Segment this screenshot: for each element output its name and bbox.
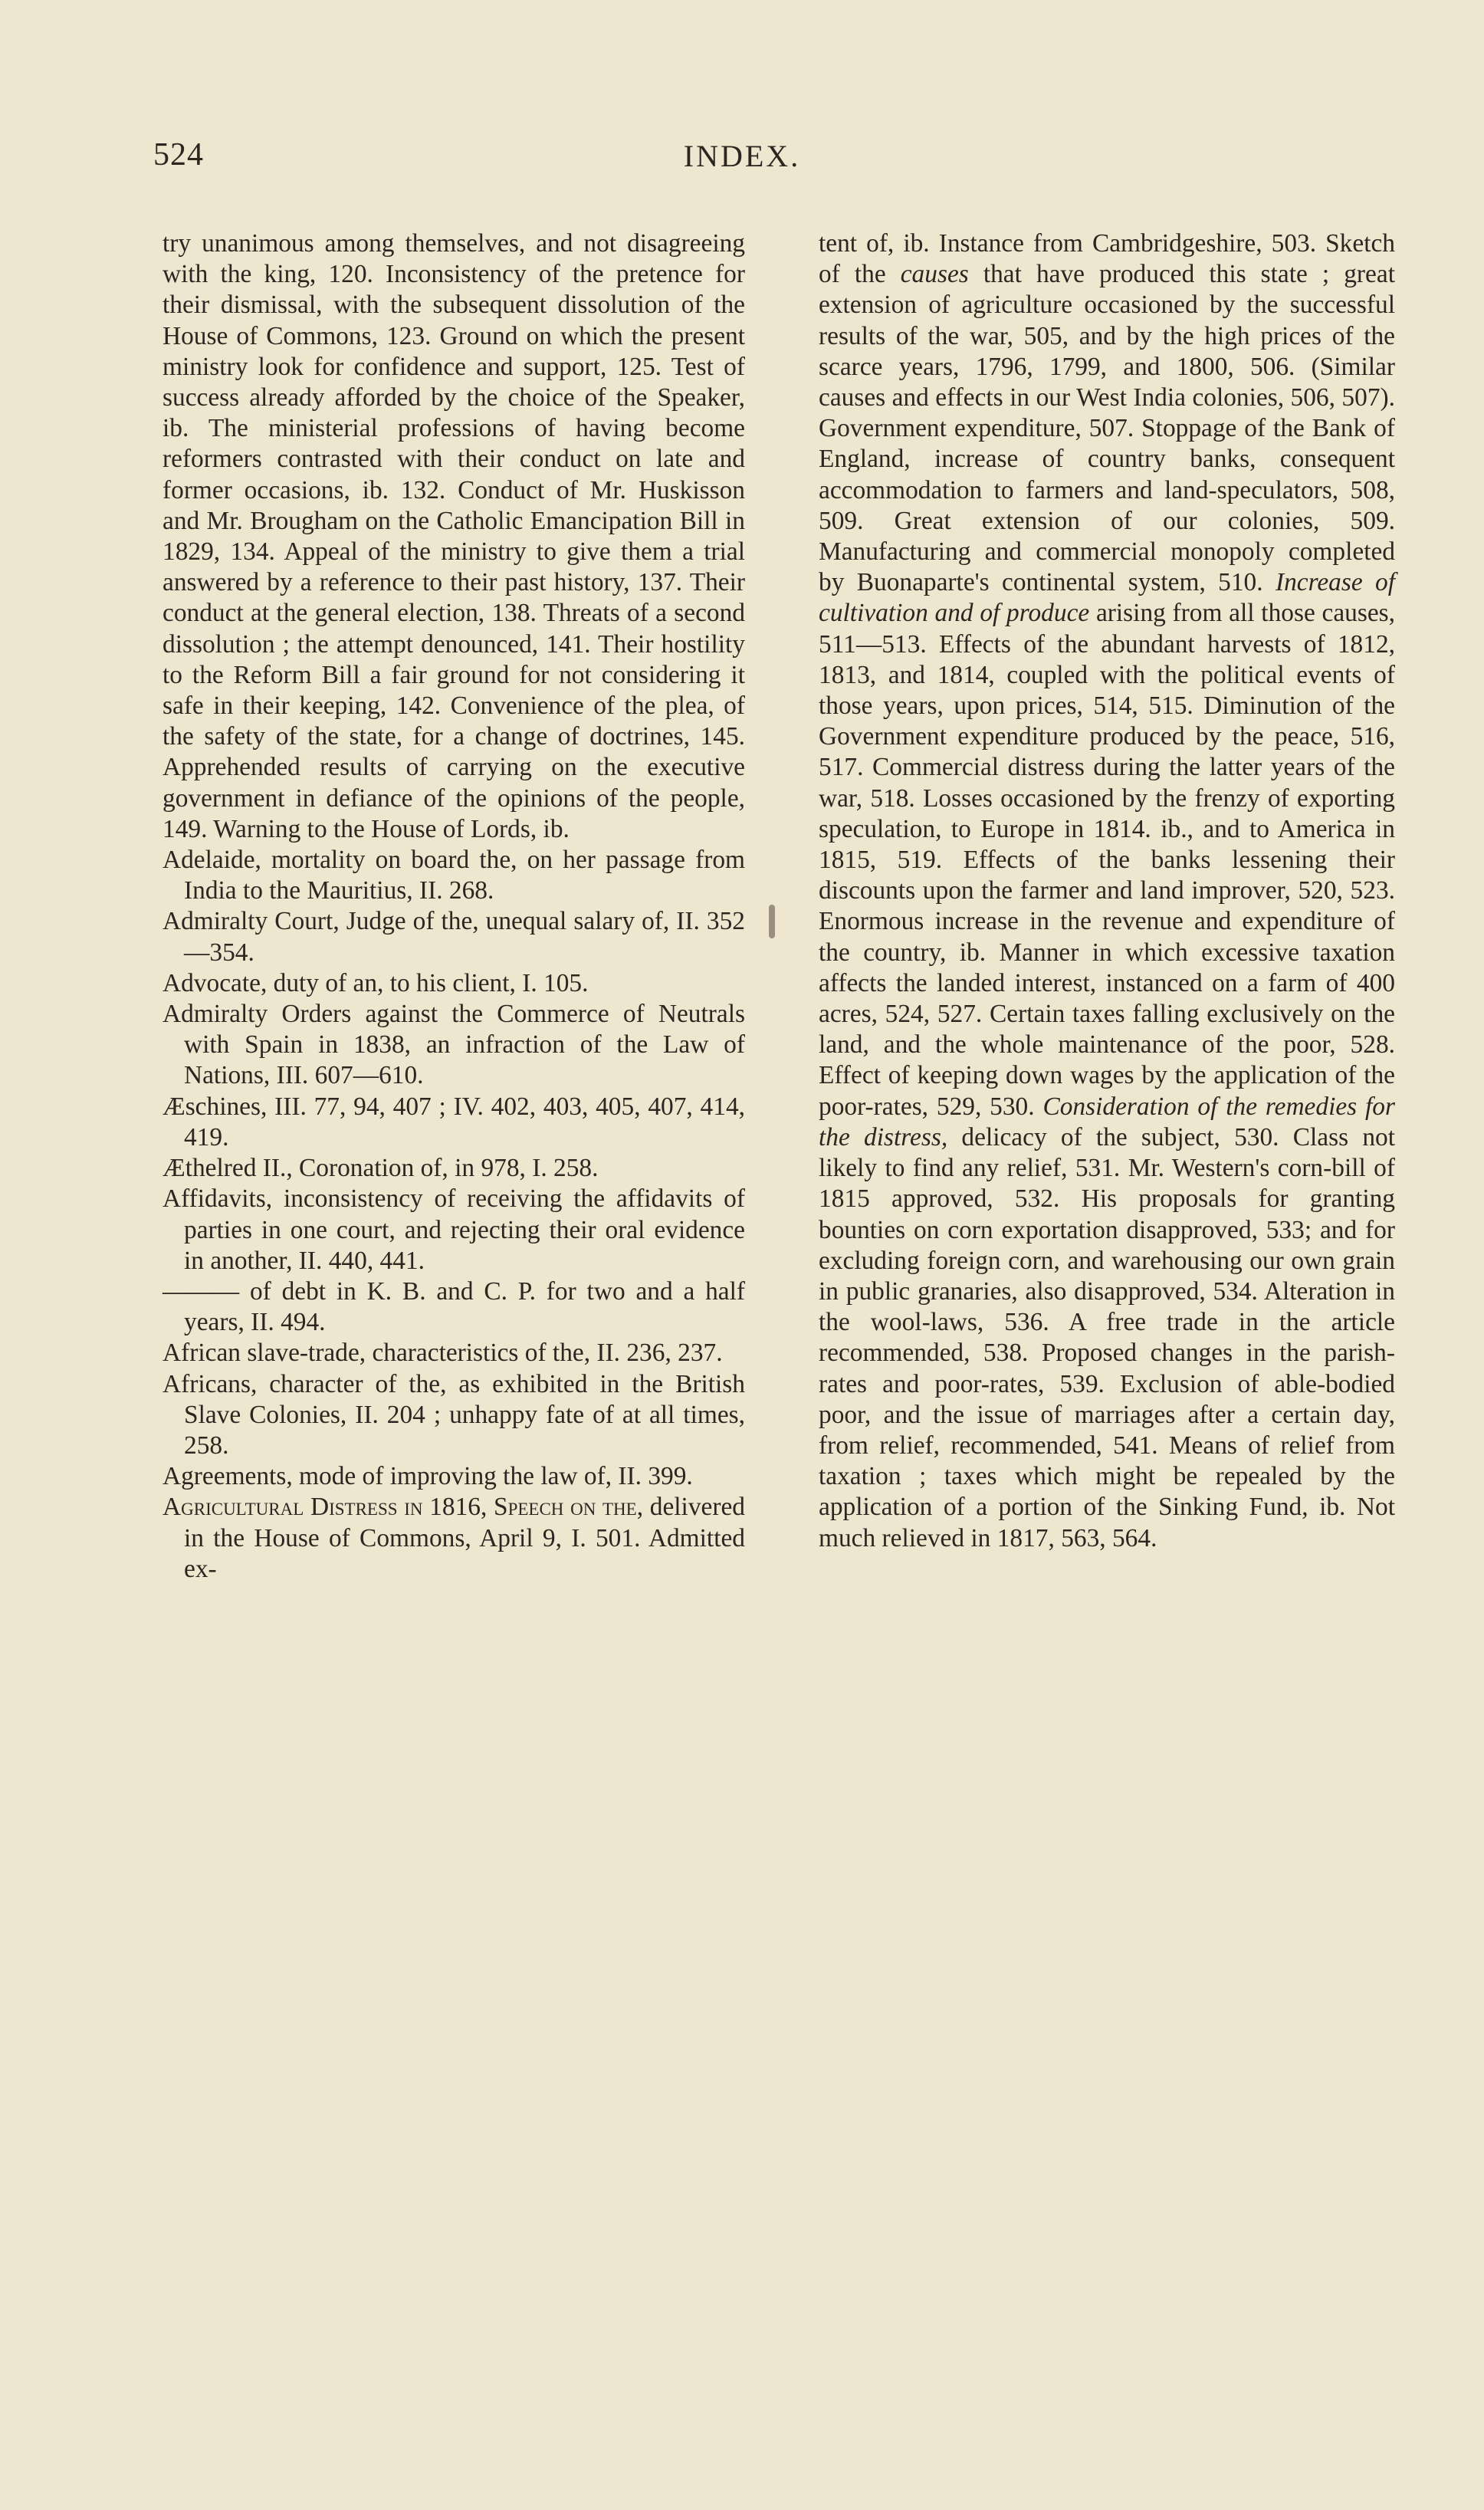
continued-entry: try unanimous among themselves, and not disagreeing with the king, 120. Inconsistency of the pretence for their dismissal, with the subsequent dissolution of the House of Commons, 123. Ground on which the present ministry look for confidence and support, 125. Test of success already afforded by the choice of the Speaker, ib. The ministerial professions of having become reformers contrasted with their conduct on late and former occasions, ib. 132. Conduct of Mr. Huskisson and Mr. Brougham on the Catholic Emancipation Bill in 1829, 134. Appeal of the ministry to give them a trial answered by a reference to their past history, 137. Their conduct at the general election, 138. Threats of a second dissolution ; the attempt denounced, 141. Their hostility to the Reform Bill a fair ground for not considering it safe in their keeping, 142. Convenience of the plea, of the safety of the state, for a change of doctrines, 145. Apprehended results of carrying on the executive government in defiance of the opinions of the people, 149. Warning to the House of Lords, ib.	[163, 229, 745, 843]
right-column	[819, 228, 1395, 1554]
italic-phrase: Consideration of the remedies for the distress,	[819, 1092, 1395, 1152]
continued-entry-agricultural-distress	[819, 228, 1395, 1554]
index-entry-admiralty-court: Admiralty Court, Judge of the, unequal salary of, II. 352—354.	[163, 907, 745, 967]
index-entry-admiralty-orders: Admiralty Orders against the Commerce of Neutrals with Spain in 1838, an infraction of the Law of Nations, III. 607—610.	[163, 1000, 745, 1090]
index-entry-agreements: Agreements, mode of improving the law of, II. 399.	[163, 1462, 693, 1491]
italic-phrase: Increase of cultivation and of produce	[819, 568, 1395, 628]
entry-heading-small-caps: Agricultural Distress in 1816, Speech on the,	[163, 1493, 644, 1522]
left-column	[163, 228, 745, 1585]
margin-mark	[769, 905, 775, 938]
page-number: 524	[153, 137, 204, 172]
index-entry-adelaide: Adelaide, mortality on board the, on her passage from India to the Mauritius, II. 268.	[163, 846, 745, 905]
index-entry-advocate: Advocate, duty of an, to his client, I. 105.	[163, 968, 589, 997]
entry-text: arising from all those causes, 511—513. Effects of the abundant harvests of 1812, 1813, and 1814, coupled with the political events of those years, upon prices, 514, 515. Diminution of the Government expenditure produced by the peace, 516, 517. Commercial distress during the latter years of the war, 518. Losses occasioned by the frenzy of exporting speculation, to Europe in 1814. ib., and to America in 1815, 519. Effects of the banks lessening their discounts upon the farmer and land improver, 520, 523. Enormous increase in the revenue and expenditure of the country, ib. Manner in which excessive taxation affects the landed interest, instanced on a farm of 400 acres, 524, 527. Certain taxes falling exclusively on the land, and the whole maintenance of the poor, 528. Effect of keeping down wages by the application of the poor-rates, 529, 530.	[819, 599, 1395, 1121]
entry-text: delicacy of the subject, 530. Class not likely to find any relief, 531. Mr. Western's corn-bill of 1815 approved, 532. His proposals for granting bounties on corn exportation disapproved, 533; and for excluding foreign corn, and warehousing our own grain in public granaries, also disapproved, 534. Alteration in the wool-laws, 536. A free trade in the article recommended, 538. Proposed changes in the parish-rates and poor-rates, 539. Exclusion of able-bodied poor, and the issue of marriages after a certain day, from relief, recommended, 541. Means of relief from taxation ; taxes which might be repealed by the application of a portion of the Sinking Fund, ib. Not much relieved in 1817, 563, 564.	[819, 1122, 1396, 1552]
index-entry-aethelred: Æthelred II., Coronation of, in 978, I. 258.	[163, 1154, 599, 1183]
entry-text: that have produced this state ; great extension of agriculture occasioned by the successful results of the war, 505, and by the high prices of the scarce years, 1796, 1799, and 1800, 506. (Similar causes and effects in our West India colonies, 506, 507). Government expenditure, 507. Stoppage of the Bank of England, increase of country banks, consequent accommodation to farmers and land-speculators, 508, 509. Great extension of our colonies, 509. Manufacturing and commercial monopoly completed by Buonaparte's continental system, 510.	[819, 260, 1395, 597]
running-head: INDEX.	[683, 139, 801, 173]
index-entry-aeschines: Æschines, III. 77, 94, 407 ; IV. 402, 403, 405, 407, 414, 419.	[163, 1092, 745, 1152]
index-entry-agricultural-distress	[163, 1492, 745, 1585]
index-entry-affidavits: Affidavits, inconsistency of receiving the affidavits of parties in one court, and rejecting their oral evidence in another, II. 440, 441.	[163, 1184, 745, 1275]
entry-text: delivered in the House of Commons, April 9, I. 501. Admitted ex-	[184, 1493, 745, 1583]
index-subentry-affidavits-debt: ——— of debt in K. B. and C. P. for two and a half years, II. 494.	[163, 1276, 745, 1337]
italic-phrase: causes	[900, 260, 969, 289]
index-entry-africans: Africans, character of the, as exhibited in the British Slave Colonies, II. 204 ; unhappy fate of at all times, 258.	[163, 1369, 745, 1460]
entry-text: tent of, ib. Instance from Cambridgeshire, 503. Sketch of the	[819, 229, 1395, 289]
index-entry-african-slave-trade: African slave-trade, characteristics of the, II. 236, 237.	[163, 1339, 723, 1368]
